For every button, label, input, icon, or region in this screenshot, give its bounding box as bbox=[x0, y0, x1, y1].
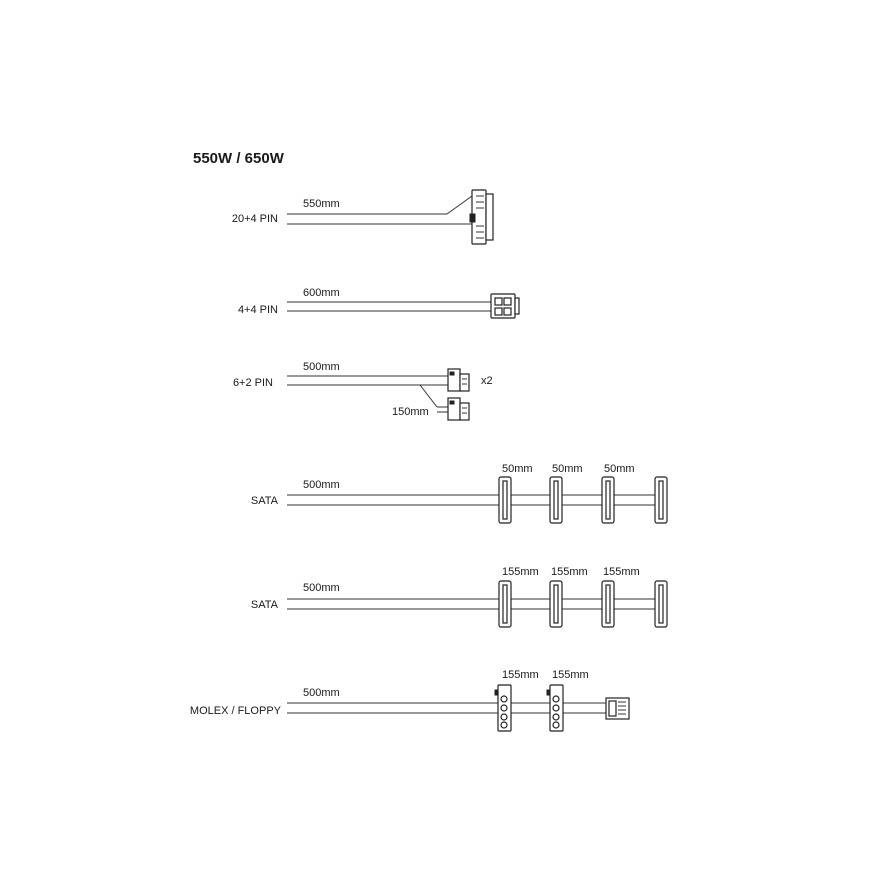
length-label: 155mm bbox=[603, 566, 640, 578]
pcie-8pin-connector-icon bbox=[448, 369, 469, 391]
floppy-connector-icon bbox=[606, 698, 629, 719]
sata-connector-icon bbox=[550, 581, 562, 627]
sata-connector-icon bbox=[499, 581, 511, 627]
atx-24pin-connector-icon bbox=[470, 190, 493, 244]
cable-label: 4+4 PIN bbox=[237, 304, 278, 316]
molex-connector-icon bbox=[547, 685, 563, 731]
cable-label: 6+2 PIN bbox=[232, 377, 273, 389]
cable-molex-floppy bbox=[190, 669, 629, 731]
length-label: 155mm bbox=[552, 669, 589, 681]
pcie-8pin-connector-icon bbox=[448, 398, 469, 420]
cable-label: MOLEX / FLOPPY bbox=[189, 705, 281, 717]
sata-connector-icon bbox=[550, 477, 562, 523]
length-label: 155mm bbox=[551, 566, 588, 578]
length-label: 150mm bbox=[392, 406, 429, 418]
length-label: 155mm bbox=[502, 669, 539, 681]
molex-connector-icon bbox=[495, 685, 511, 731]
sata-connector-icon bbox=[602, 477, 614, 523]
sata-connector-icon bbox=[655, 581, 667, 627]
cable-6-2-pin bbox=[233, 361, 493, 420]
cable-20-4-pin bbox=[232, 190, 493, 244]
length-label: 50mm bbox=[502, 463, 533, 475]
length-label: 500mm bbox=[303, 479, 340, 491]
length-label: 155mm bbox=[502, 566, 539, 578]
cable-label: SATA bbox=[250, 495, 278, 507]
sata-connector-icon bbox=[655, 477, 667, 523]
length-label: 600mm bbox=[303, 287, 340, 299]
length-label: 50mm bbox=[604, 463, 635, 475]
length-label: 50mm bbox=[552, 463, 583, 475]
multiplier-label: x2 bbox=[481, 375, 493, 387]
cable-label: 20+4 PIN bbox=[231, 213, 278, 225]
diagram-title: 550W / 650W bbox=[193, 150, 284, 167]
length-label: 500mm bbox=[303, 582, 340, 594]
cable-label: SATA bbox=[250, 599, 278, 611]
cable-sata-long bbox=[251, 566, 667, 627]
sata-connector-icon bbox=[499, 477, 511, 523]
length-label: 550mm bbox=[303, 198, 340, 210]
length-label: 500mm bbox=[303, 687, 340, 699]
length-label: 500mm bbox=[303, 361, 340, 373]
sata-connector-icon bbox=[602, 581, 614, 627]
cable-4-4-pin bbox=[238, 287, 519, 318]
cable-sata-short bbox=[251, 463, 667, 523]
cpu-8pin-connector-icon bbox=[491, 294, 519, 318]
